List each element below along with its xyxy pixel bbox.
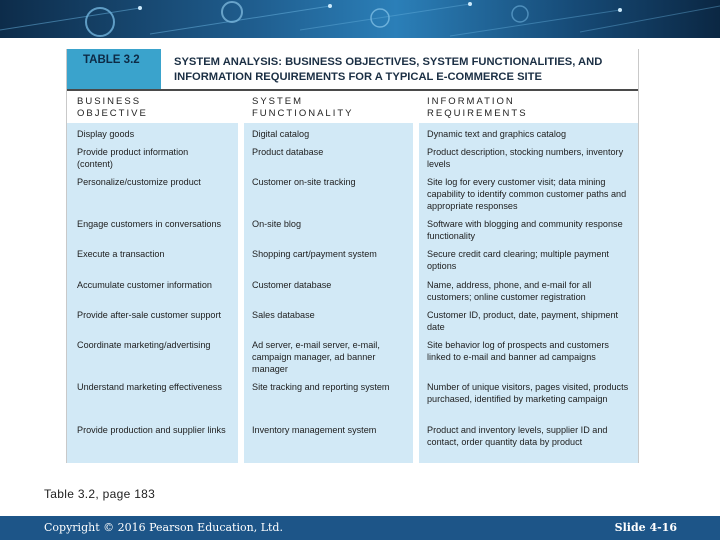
table-cell: Personalize/customize product xyxy=(77,177,201,187)
header-system-functionality: SYSTEM FUNCTIONALITY xyxy=(252,96,354,119)
slide-number: Slide 4-16 xyxy=(614,521,677,534)
table-cell: Sales database xyxy=(252,310,315,320)
copyright-text: Copyright © 2016 Pearson Education, Ltd. xyxy=(44,521,283,534)
table-title-row xyxy=(67,49,638,89)
table-cell: Provide after-sale customer support xyxy=(77,310,222,320)
table-cell: Display goods xyxy=(77,129,135,139)
table-cell: Site behavior log of prospects and customers linked to e-mail and banner ad campaigns xyxy=(427,340,609,362)
header-banner xyxy=(0,0,720,38)
table-cell: Site log for every customer visit; data mining capability to identify common customer paths and appropriate responses xyxy=(427,177,627,211)
table-cell: Execute a transaction xyxy=(77,249,165,259)
table-cell: Inventory management system xyxy=(252,425,377,435)
header-business-objective: BUSINESS OBJECTIVE xyxy=(77,96,148,119)
table-cell: Understand marketing effectiveness xyxy=(77,382,222,392)
table-3-2 xyxy=(66,49,639,463)
table-cell: On-site blog xyxy=(252,219,302,229)
header-information-requirements: INFORMATION REQUIREMENTS xyxy=(427,96,528,119)
table-cell: Ad server, e-mail server, e-mail, campaign manager, ad banner manager xyxy=(252,340,380,374)
table-cell: Coordinate marketing/advertising xyxy=(77,340,211,350)
table-cell: Provide production and supplier links xyxy=(77,425,226,435)
table-cell: Shopping cart/payment system xyxy=(252,249,377,259)
table-tag: TABLE 3.2 xyxy=(67,49,161,89)
table-cell: Site tracking and reporting system xyxy=(252,382,390,392)
table-cell: Product description, stocking numbers, inventory levels xyxy=(427,147,624,169)
table-cell: Name, address, phone, and e-mail for all customers; online customer registration xyxy=(427,280,592,302)
table-cell: Customer on-site tracking xyxy=(252,177,356,187)
column-divider xyxy=(413,123,419,463)
table-cell: Accumulate customer information xyxy=(77,280,212,290)
table-cell: Dynamic text and graphics catalog xyxy=(427,129,567,139)
table-cell: Number of unique visitors, pages visited, products purchased, identified by marketing campaign xyxy=(427,382,629,404)
table-cell: Customer ID, product, date, payment, shipment date xyxy=(427,310,619,332)
table-cell: Digital catalog xyxy=(252,129,310,139)
table-cell: Customer database xyxy=(252,280,332,290)
table-title: SYSTEM ANALYSIS: BUSINESS OBJECTIVES, SYSTEM FUNCTIONALITIES, AND INFORMATION REQUIREMENTS FOR A TYPICAL E-COMMERCE SITE xyxy=(174,56,603,83)
column-divider xyxy=(238,123,244,463)
table-cell: Software with blogging and community response functionality xyxy=(427,219,623,241)
table-body xyxy=(67,123,638,463)
table-caption: Table 3.2, page 183 xyxy=(44,487,156,501)
table-cell: Engage customers in conversations xyxy=(77,219,222,229)
table-cell: Provide product information (content) xyxy=(77,147,189,169)
table-cell: Secure credit card clearing; multiple payment options xyxy=(427,249,609,271)
footer-bar xyxy=(0,516,720,540)
table-cell: Product database xyxy=(252,147,324,157)
table-cell: Product and inventory levels, supplier ID and contact, order quantity data by product xyxy=(427,425,608,447)
network-graphic-icon xyxy=(0,0,720,38)
